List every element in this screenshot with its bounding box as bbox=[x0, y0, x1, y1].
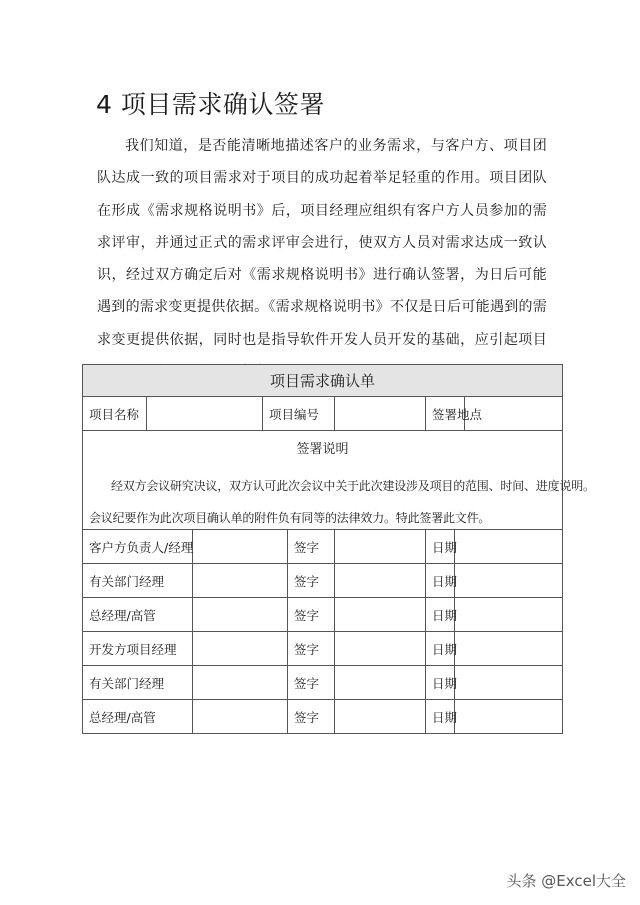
date-label: 日期 bbox=[426, 598, 455, 632]
watermark: 头条 @Excel大全 bbox=[506, 872, 626, 890]
date-field[interactable] bbox=[455, 666, 563, 700]
signature-role-field[interactable] bbox=[193, 632, 288, 666]
signature-role-field[interactable] bbox=[193, 564, 288, 598]
project-name-label: 项目名称 bbox=[83, 397, 147, 431]
sign-field[interactable] bbox=[335, 666, 426, 700]
signature-role-field[interactable] bbox=[193, 700, 288, 734]
signature-row bbox=[83, 564, 563, 598]
date-label: 日期 bbox=[426, 564, 455, 598]
form-info-row bbox=[83, 397, 563, 431]
signature-row bbox=[83, 700, 563, 734]
sign-section-line-1: 经双方会议研究决议，双方认可此次会议中关于此次建设涉及项目的范围、时间、进度说明。 bbox=[111, 479, 595, 493]
sign-section-line-2: 会议纪要作为此次项目确认单的附件负有同等的法律效力。特此签署此文件。 bbox=[89, 511, 491, 525]
date-field[interactable] bbox=[455, 530, 563, 564]
sign-label: 签字 bbox=[288, 564, 335, 598]
sign-section bbox=[83, 431, 595, 530]
signature-role: 客户方负责人/经理 bbox=[83, 530, 193, 564]
signature-role: 有关部门经理 bbox=[83, 666, 193, 700]
sign-field[interactable] bbox=[335, 530, 426, 564]
sign-label: 签字 bbox=[288, 632, 335, 666]
date-label: 日期 bbox=[426, 666, 455, 700]
page-heading: 4 项目需求确认签署 bbox=[96, 90, 325, 119]
location-label: 签署地点 bbox=[426, 397, 465, 431]
signature-row bbox=[83, 598, 563, 632]
signature-role: 开发方项目经理 bbox=[83, 632, 193, 666]
sign-label: 签字 bbox=[288, 700, 335, 734]
date-field[interactable] bbox=[455, 700, 563, 734]
form-title: 项目需求确认单 bbox=[83, 365, 563, 397]
signature-role-field[interactable] bbox=[193, 530, 288, 564]
signature-row bbox=[83, 530, 563, 564]
requirement-confirmation-form bbox=[82, 364, 595, 734]
signature-role-field[interactable] bbox=[193, 666, 288, 700]
sign-label: 签字 bbox=[288, 598, 335, 632]
date-label: 日期 bbox=[426, 632, 455, 666]
project-no-field[interactable] bbox=[335, 397, 426, 431]
form-title-row bbox=[83, 365, 563, 397]
date-field[interactable] bbox=[455, 632, 563, 666]
sign-field[interactable] bbox=[335, 700, 426, 734]
signature-row bbox=[83, 666, 563, 700]
date-label: 日期 bbox=[426, 530, 455, 564]
project-no-label: 项目编号 bbox=[263, 397, 335, 431]
intro-paragraph: 我们知道，是否能清晰地描述客户的业务需求，与客户方、项目团队达成一致的项目需求对于项目的成功起着举足轻重的作用。项目团队在形成《需求规格说明书》后，项目经理应组织有客户方人员参加的需求评审，并通过正式的需求评审会进行，使双方人员对需求达成一致认识，经过双方确定后对《需求规格说明书》进行确认签署，为日后可能遇到的需求变更提供依据。《需求规格说明书》不仅是日后可能遇到的需求变更提供依据，同时也是指导软件开发人员开发的基础，应引起项目 bbox=[97, 138, 547, 348]
sign-field[interactable] bbox=[335, 598, 426, 632]
signature-role-field[interactable] bbox=[193, 598, 288, 632]
date-field[interactable] bbox=[455, 598, 563, 632]
signature-row bbox=[83, 632, 563, 666]
signature-role: 总经理/高管 bbox=[83, 700, 193, 734]
date-field[interactable] bbox=[455, 564, 563, 598]
sign-section-row bbox=[83, 431, 563, 530]
sign-field[interactable] bbox=[335, 632, 426, 666]
signature-role: 总经理/高管 bbox=[83, 598, 193, 632]
sign-field[interactable] bbox=[335, 564, 426, 598]
sign-label: 签字 bbox=[288, 666, 335, 700]
sign-label: 签字 bbox=[288, 530, 335, 564]
project-name-field[interactable] bbox=[147, 397, 263, 431]
sign-section-title: 签署说明 bbox=[296, 442, 349, 457]
signature-role: 有关部门经理 bbox=[83, 564, 193, 598]
date-label: 日期 bbox=[426, 700, 455, 734]
